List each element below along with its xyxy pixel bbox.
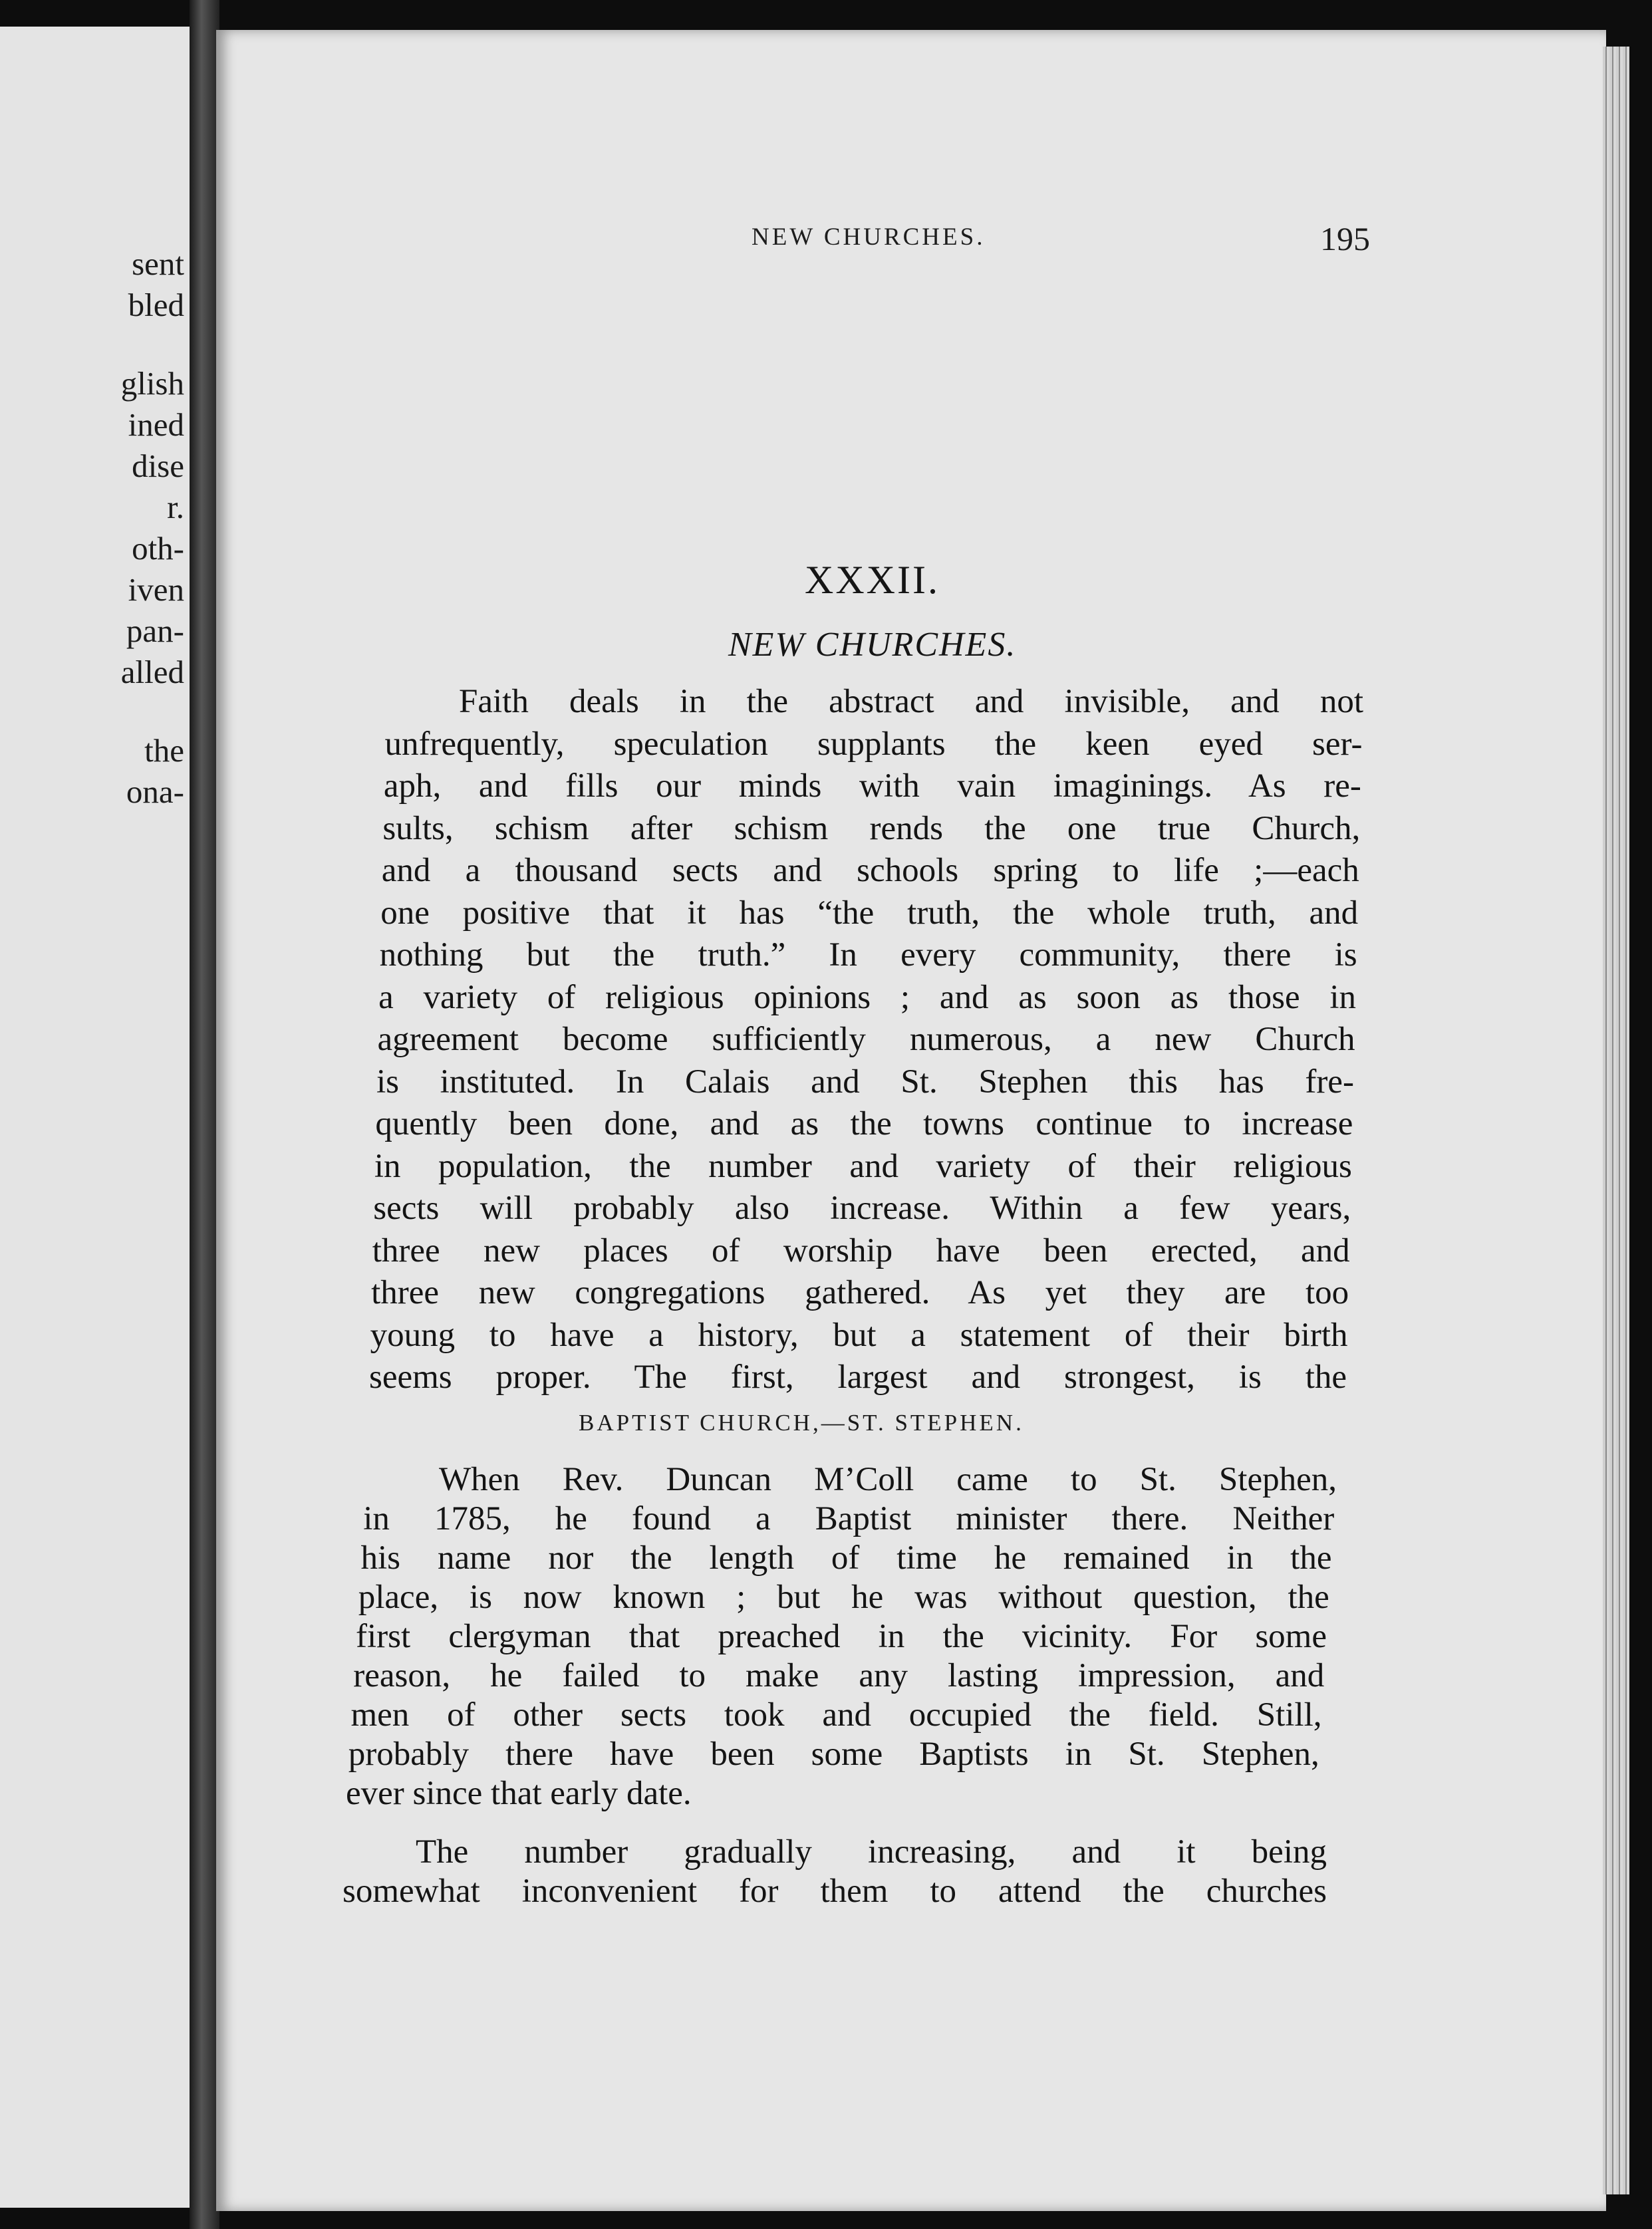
text-line: sults, schism after schism rends the one true Church, bbox=[382, 809, 1361, 847]
text-line: young to have a history, but a statement of their birth bbox=[370, 1316, 1348, 1354]
facing-page-fragment: pan- bbox=[126, 612, 184, 649]
facing-page-fragment: ona- bbox=[126, 773, 184, 810]
facing-page-fragment: r. bbox=[167, 489, 184, 525]
page-number: 195 bbox=[1320, 220, 1370, 257]
text-line: men of other sects took and occupied the field. Still, bbox=[350, 1696, 1322, 1734]
facing-page-fragment: dise bbox=[132, 448, 184, 484]
text-line: three new congregations gathered. As yet they are too bbox=[371, 1274, 1349, 1311]
text-line: a variety of religious opinions ; and as soon as those in bbox=[378, 978, 1357, 1016]
text-line: and a thousand sects and schools spring to life ;—each bbox=[381, 852, 1359, 889]
facing-page-fragment: ined bbox=[128, 406, 184, 443]
text-line: Faith deals in the abstract and invisible, and not bbox=[459, 683, 1363, 720]
section-heading: BAPTIST CHURCH,—ST. STEPHEN. bbox=[579, 1410, 1024, 1436]
text-line: in 1785, he found a Baptist minister there. Neither bbox=[363, 1500, 1335, 1537]
text-line: The number gradually increasing, and it being bbox=[416, 1833, 1327, 1871]
facing-page-fragment: sent bbox=[132, 245, 184, 282]
chapter-title: NEW CHURCHES. bbox=[728, 626, 1017, 664]
text-line: one positive that it has “the truth, the whole truth, and bbox=[380, 894, 1359, 932]
text-line: probably there have been some Baptists in St. Stephen, bbox=[348, 1736, 1319, 1773]
facing-page-fragment: the bbox=[144, 732, 184, 769]
text-line: agreement become sufficiently numerous, a new Church bbox=[377, 1021, 1355, 1058]
text-line: quently been done, and as the towns continue to increase bbox=[375, 1105, 1353, 1142]
text-line: ever since that early date. bbox=[346, 1775, 692, 1812]
text-line: unfrequently, speculation supplants the keen eyed ser- bbox=[384, 725, 1363, 763]
text-line: three new places of worship have been erected, and bbox=[372, 1232, 1350, 1269]
facing-page-fragment: alled bbox=[120, 654, 184, 690]
facing-page-fragment: bled bbox=[128, 287, 184, 323]
facing-page-fragment: iven bbox=[128, 571, 184, 608]
running-head: NEW CHURCHES. bbox=[752, 223, 986, 251]
text-line: place, is now known ; but he was without question, the bbox=[358, 1579, 1329, 1616]
text-line: When Rev. Duncan M’Coll came to St. Stephen, bbox=[439, 1461, 1337, 1498]
facing-page-fragment: glish bbox=[120, 365, 184, 402]
text-line: seems proper. The first, largest and strongest, is the bbox=[369, 1359, 1347, 1396]
text-line: in population, the number and variety of their religious bbox=[374, 1147, 1352, 1185]
text-line: sects will probably also increase. Within a few years, bbox=[373, 1190, 1351, 1227]
text-line: his name nor the length of time he remained in the bbox=[360, 1539, 1332, 1577]
facing-page-fragment: oth- bbox=[132, 530, 184, 567]
text-line: first clergyman that preached in the vicinity. For some bbox=[356, 1618, 1327, 1655]
chapter-number: XXXII. bbox=[805, 558, 940, 602]
text-line: aph, and fills our minds with vain imaginings. As re- bbox=[383, 767, 1361, 805]
text-line: reason, he failed to make any lasting impression, and bbox=[353, 1657, 1325, 1694]
text-line: somewhat inconvenient for them to attend the churches bbox=[343, 1873, 1327, 1910]
text-line: is instituted. In Calais and St. Stephen this has fre- bbox=[376, 1063, 1354, 1101]
text-line: nothing but the truth.” In every community, there is bbox=[379, 936, 1357, 974]
